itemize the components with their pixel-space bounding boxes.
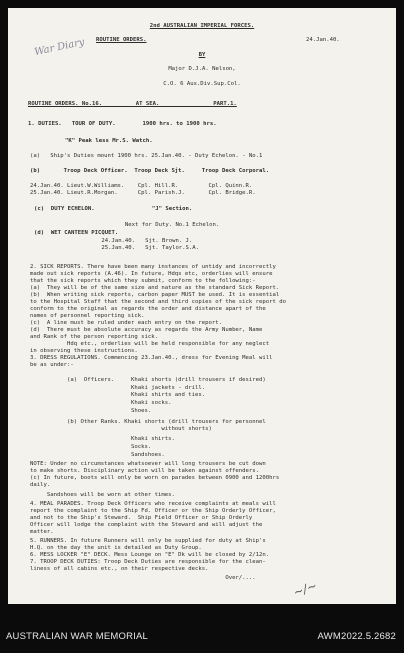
accession-number: AWM2022.5.2682	[317, 631, 396, 642]
order-line: and not to the Ship's Steward. Ship Field Officer or Ship Orderly	[30, 515, 253, 521]
order-date: 24.Jan.40.	[306, 37, 340, 43]
order-line: Sandshoes will be worn at other times.	[30, 492, 175, 498]
order-line: Khaki socks.	[30, 400, 172, 406]
order-line: 2. SICK REPORTS. There have been many instances of untidy and incorrectly	[30, 264, 276, 270]
officer-name: Major D.J.A. Nelson,	[168, 66, 236, 72]
order-line: 24.Jan.40. Lieut.W.Williams. Cpl. Hill.R. Cpl. Quinn.R.	[30, 183, 253, 189]
handwritten-note: War Diary	[33, 36, 86, 59]
order-line: without shorts)	[30, 426, 212, 432]
order-line: Over/....	[30, 575, 256, 581]
order-line: made out sick reports (A.46). In future, Hdqs etc, orderlies will ensure	[30, 271, 273, 277]
order-line: Socks.	[30, 444, 152, 450]
order-line: Next for Duty. No.1 Echelon.	[34, 222, 220, 228]
order-line: (c) In future, boots will only be worn on parades between 0900 and 1200hrs	[30, 475, 280, 481]
order-line: conform to the original as regards the order and distance apart of the	[30, 306, 266, 312]
order-line: (d) There must be absolute accuracy as regards the Army Number, Name	[30, 327, 263, 333]
order-line: (a) Officers. Khaki shorts (drill trousers if desired)	[30, 377, 266, 383]
signature-mark: ~/~	[291, 578, 319, 600]
order-line: report the complaint to the Ship Fd. Officer or the Ship Orderly Officer,	[30, 508, 276, 514]
order-line: Khaki shirts and ties.	[30, 392, 206, 398]
order-line: Hdq etc., orderlies will be held responsible for any neglect	[30, 341, 270, 347]
order-line: daily.	[30, 482, 51, 488]
force-heading: 2nd AUSTRALIAN IMPERIAL FORCES.	[149, 23, 255, 29]
order-line: 5. RUNNERS. In future Runners will only be supplied for duty at Ship's	[30, 538, 266, 544]
order-line: 25.Jan.40. Sjt. Taylor.S.A.	[34, 245, 200, 251]
order-line: (b) When writing sick reports, carbon paper MUST be used. It is essential	[30, 292, 280, 298]
order-line: Sandshoes.	[30, 452, 165, 458]
order-line: that the sick reports which they submit, conform to the following:-	[30, 278, 256, 284]
order-line: (c) A line must be ruled under each entry on the report.	[30, 320, 222, 326]
order-line: to the Hospital Staff that the second and third copies of the sick report do	[30, 299, 286, 305]
order-line: (c) DUTY ECHELON. "J" Section.	[34, 206, 193, 212]
order-line: 1. DUTIES. TOUR OF DUTY. 1900 hrs. to 1900 hrs.	[28, 121, 217, 127]
order-line: Officer will lodge the complaint with the Steward and will adjust the	[30, 522, 263, 528]
order-line: (d) WET CANTEEN PICQUET.	[34, 230, 119, 236]
command-name: C.O. 6 Aus.Div.Sup.Col.	[163, 81, 241, 87]
order-line: (b) Other Ranks. Khaki shorts (drill trousers for personnel	[30, 419, 266, 425]
by-heading: BY	[198, 52, 206, 58]
order-line: in observing these instructions.	[30, 348, 138, 354]
order-line: (a) Ship's Duties mount 1900 hrs. 25.Jan.40. - Duty Echelon. - No.1	[30, 153, 263, 159]
document-page	[8, 8, 396, 604]
order-line: liness of all cabins etc., on their respective decks.	[30, 566, 209, 572]
order-line: be as under:-	[30, 362, 74, 368]
orders-heading: ROUTINE ORDERS.	[96, 37, 147, 43]
order-line: Khaki shirts.	[30, 436, 175, 442]
order-line: (a) They will be of the same size and nature as the standard Sick Report.	[30, 285, 280, 291]
order-line: 25.Jan.40. Lieut.R.Morgan. Cpl. Parish.J. Cpl. Bridge.R.	[30, 190, 256, 196]
order-line: names of personnel reporting sick.	[30, 313, 145, 319]
order-line: 7. TROOP DECK DUTIES: Troop Deck Duties are responsible for the clean-	[30, 559, 266, 565]
order-line: (b) Troop Deck Officer. Troop Deck Sjt. Troop Deck Corporal.	[30, 168, 270, 174]
order-line: and Rank of the person reporting sick.	[30, 334, 158, 340]
institution-label: AUSTRALIAN WAR MEMORIAL	[6, 631, 149, 642]
order-line: 3. DRESS REGULATIONS. Commencing 23.Jan.40., dress for Evening Meal will	[30, 355, 273, 361]
order-line: to make shorts. Disciplinary action will be taken against offenders.	[30, 468, 260, 474]
order-line: "K" Peak less Mr.S. Watch.	[28, 138, 153, 144]
archive-footer	[0, 604, 404, 653]
order-line: matter.	[30, 529, 54, 535]
order-line: Khaki jackets - drill.	[30, 385, 206, 391]
order-line: Shoes.	[30, 408, 152, 414]
order-line: 4. MEAL PARADES. Troop Deck Officers who receive complaints at meals will	[30, 501, 276, 507]
order-line: ROUTINE ORDERS. No.16. AT SEA. PART.1.	[28, 101, 237, 107]
order-line: H.Q. on the day the unit is detailed as Duty Group.	[30, 545, 202, 551]
order-line: NOTE: Under no circumstances whatsoever will long trousers be cut down	[30, 461, 266, 467]
order-line: 6. MESS LOCKER "E" DECK. Mess Lounge on "E" Dk will be closed by 2/12n.	[30, 552, 270, 558]
order-line: 24.Jan.40. Sjt. Brown. J.	[34, 238, 193, 244]
